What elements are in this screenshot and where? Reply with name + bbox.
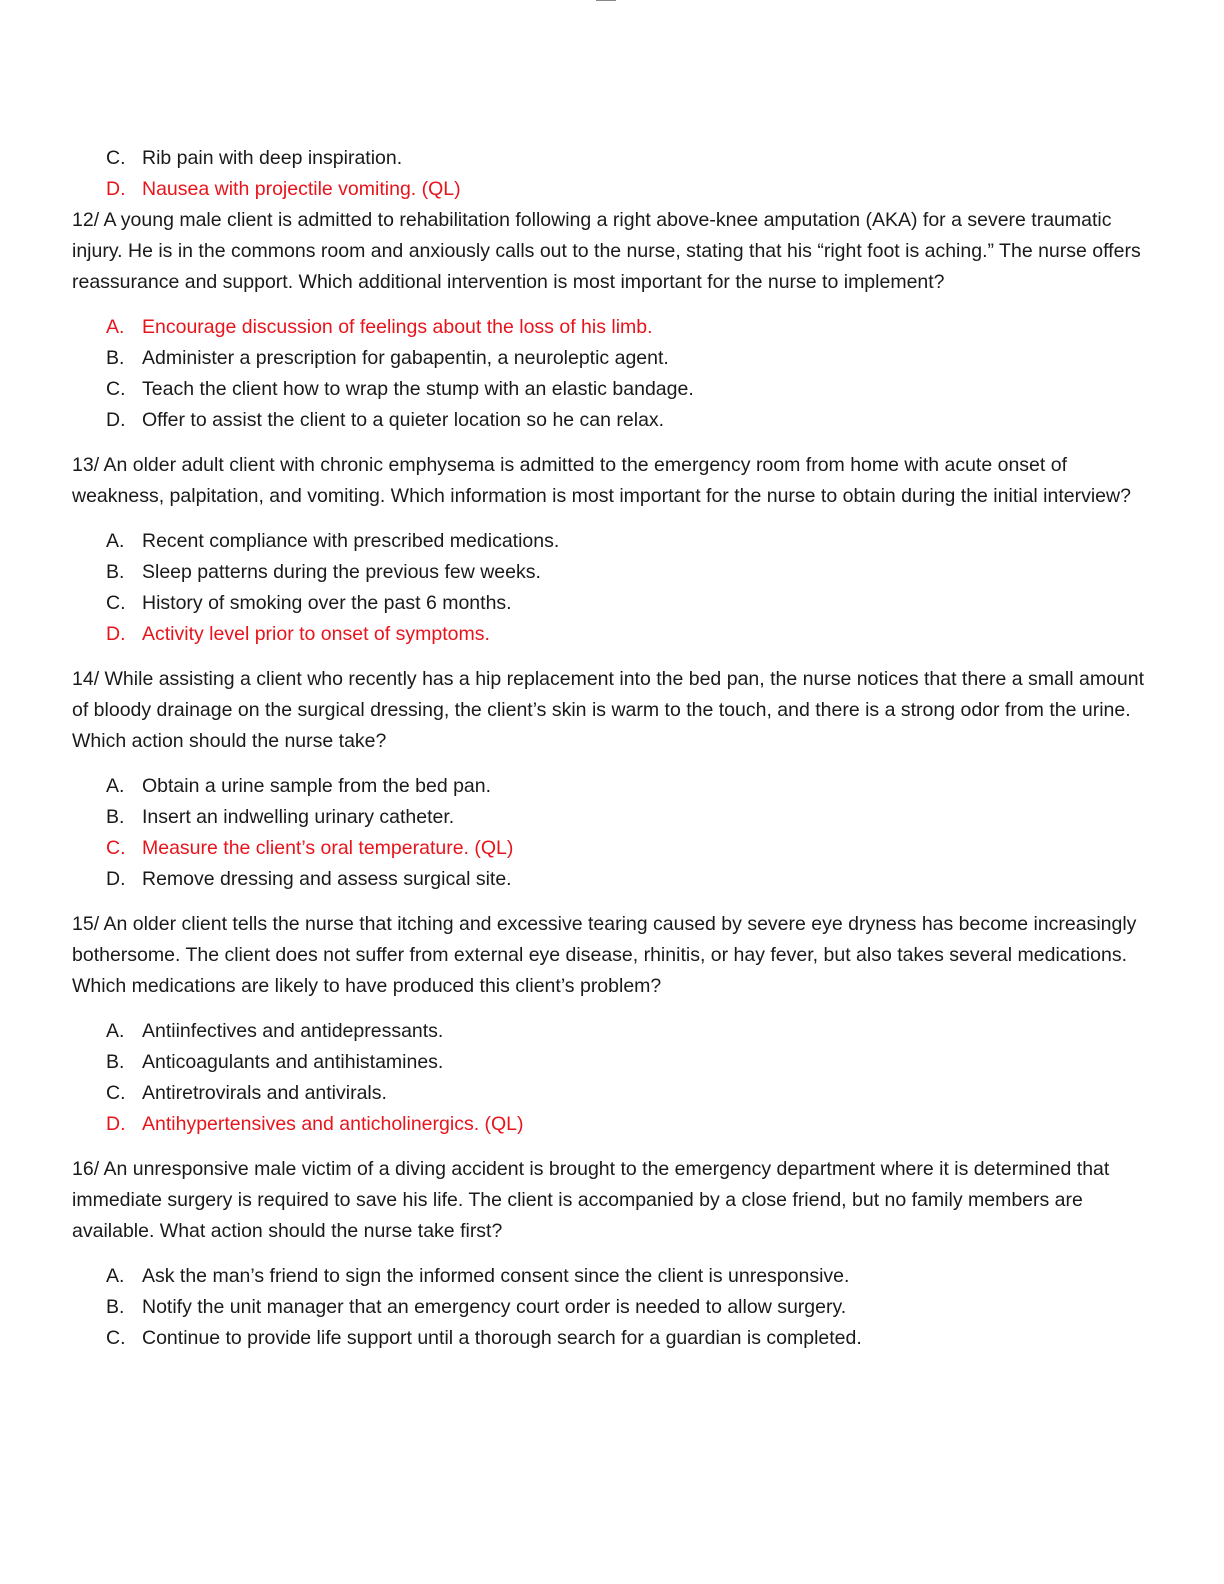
question-16 [72,1154,1152,1354]
option-text: Teach the client how to wrap the stump with an elastic bandage. [142,378,694,400]
option-c [72,143,1152,174]
option-list [72,1016,1152,1140]
option-text: Rib pain with deep inspiration. [142,147,403,169]
option-letter: C. [106,1082,126,1104]
option-text: Antiinfectives and antidepressants. [142,1020,444,1042]
option-a [72,1261,1152,1292]
document-page [72,143,1152,1368]
option-text: Antiretrovirals and antivirals. [142,1082,387,1104]
option-d-correct [72,619,1152,650]
question-14 [72,664,1152,895]
question-15 [72,909,1152,1140]
option-d [72,864,1152,895]
option-letter: A. [106,1265,125,1287]
option-b [72,343,1152,374]
option-letter: B. [106,347,125,369]
option-b [72,1047,1152,1078]
option-letter: A. [106,316,125,338]
option-d [72,405,1152,436]
option-list [72,526,1152,650]
option-letter: B. [106,806,125,828]
option-d-correct [72,1109,1152,1140]
option-b [72,802,1152,833]
option-letter: C. [106,837,126,859]
option-text: Remove dressing and assess surgical site. [142,868,512,890]
option-text: Continue to provide life support until a thorough search for a guardian is completed. [142,1327,862,1349]
option-c [72,1078,1152,1109]
option-text: Encourage discussion of feelings about the loss of his limb. [142,316,653,338]
option-letter: A. [106,775,125,797]
option-text: Measure the client’s oral temperature. (QL) [142,837,514,859]
option-letter: C. [106,147,126,169]
option-c-correct [72,833,1152,864]
question-stem: 13/ An older adult client with chronic emphysema is admitted to the emergency room from home with acute onset of weakness, palpitation, and vomiting. Which information is most important for the nurse to obtain during the initial interview? [72,454,1131,507]
option-letter: C. [106,378,126,400]
option-c [72,374,1152,405]
option-a [72,1016,1152,1047]
question-stem: 12/ A young male client is admitted to rehabilitation following a right above-knee amputation (AKA) for a severe traumatic injury. He is in the commons room and anxiously calls out to the nurse, stating that his “right foot is aching.” The nurse offers reassurance and support. Which additional intervention is most important for the nurse to implement? [72,209,1141,293]
question-stem: 15/ An older client tells the nurse that itching and excessive tearing caused by severe eye dryness has become increasingly bothersome. The client does not suffer from external eye disease, rhinitis, or hay fever, but also takes several medications. Which medications are likely to have produced this client’s problem? [72,913,1137,997]
option-text: Anticoagulants and antihistamines. [142,1051,444,1073]
continued-options [72,143,1152,205]
option-text: Notify the unit manager that an emergency court order is needed to allow surgery. [142,1296,847,1318]
option-b [72,1292,1152,1323]
option-text: Sleep patterns during the previous few weeks. [142,561,541,583]
option-c [72,1323,1152,1354]
option-b [72,557,1152,588]
option-text: Recent compliance with prescribed medications. [142,530,560,552]
question-13 [72,450,1152,650]
question-stem: 16/ An unresponsive male victim of a diving accident is brought to the emergency department where it is determined that immediate surgery is required to save his life. The client is accompanied by a close friend, but no family members are available. What action should the nurse take first? [72,1158,1110,1242]
option-a [72,526,1152,557]
option-a [72,771,1152,802]
option-text: Offer to assist the client to a quieter location so he can relax. [142,409,665,431]
option-letter: C. [106,1327,126,1349]
option-letter: A. [106,530,125,552]
option-list [72,1261,1152,1354]
option-letter: B. [106,1051,125,1073]
option-letter: D. [106,409,126,431]
option-letter: B. [106,1296,125,1318]
option-letter: C. [106,592,126,614]
option-letter: D. [106,1113,126,1135]
question-stem: 14/ While assisting a client who recently has a hip replacement into the bed pan, the nurse notices that there a small amount of bloody drainage on the surgical dressing, the client’s skin is warm to the touch, and there is a strong odor from the urine. Which action should the nurse take? [72,668,1145,752]
option-text: Insert an indwelling urinary catheter. [142,806,455,828]
option-letter: D. [106,623,126,645]
option-text: Nausea with projectile vomiting. (QL) [142,178,461,200]
option-text: History of smoking over the past 6 months. [142,592,512,614]
option-a-correct [72,312,1152,343]
option-letter: D. [106,868,126,890]
option-letter: D. [106,178,126,200]
option-list [72,312,1152,436]
question-12 [72,205,1152,436]
option-text: Obtain a urine sample from the bed pan. [142,775,492,797]
option-text: Activity level prior to onset of symptoms. [142,623,490,645]
option-letter: A. [106,1020,125,1042]
option-list [72,771,1152,895]
option-c [72,588,1152,619]
page-top-mark [596,0,616,3]
option-text: Antihypertensives and anticholinergics. (QL) [142,1113,524,1135]
option-text: Ask the man’s friend to sign the informed consent since the client is unresponsive. [142,1265,850,1287]
option-letter: B. [106,561,125,583]
option-text: Administer a prescription for gabapentin, a neuroleptic agent. [142,347,669,369]
option-d-correct [72,174,1152,205]
